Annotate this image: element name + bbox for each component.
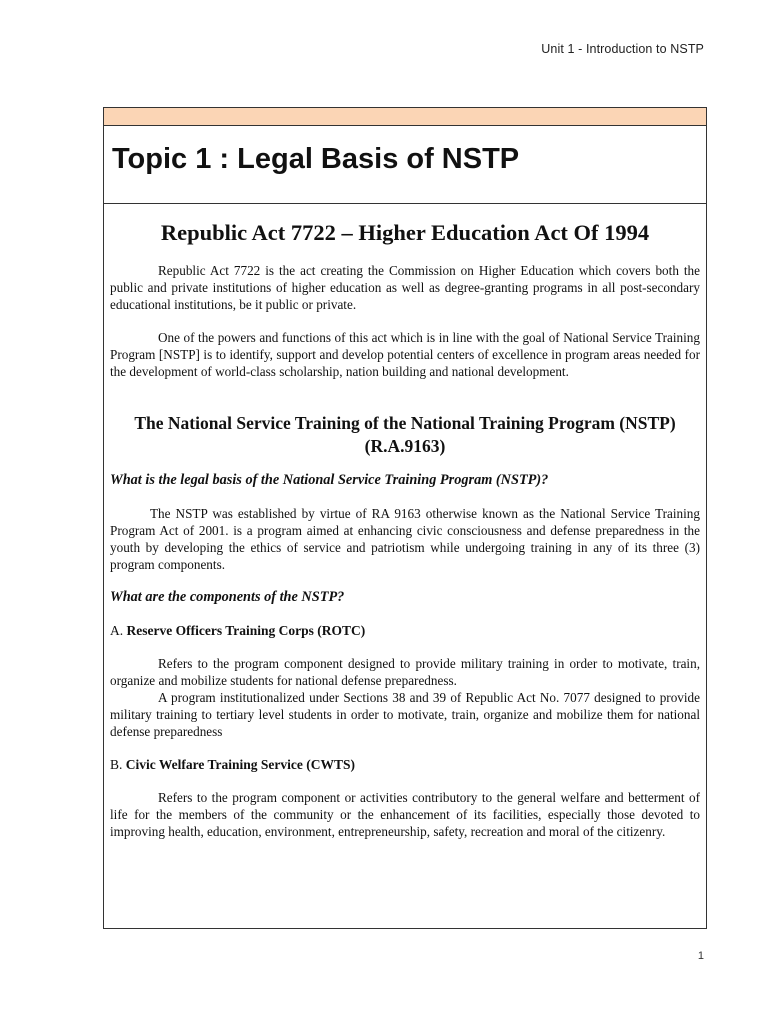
topic-title: Topic 1 : Legal Basis of NSTP [112, 143, 520, 175]
component-name: Reserve Officers Training Corps (ROTC) [126, 623, 366, 638]
component-heading-cwts [110, 756, 700, 773]
rotc-paragraph-2: A program institutionalized under Sections 38 and 39 of Republic Act No. 7077 designed to provide military training to tertiary level students in order to motivate, train, organize and mobilize them for national defense preparedness [110, 690, 700, 739]
component-letter: B. [110, 757, 123, 772]
ra7722-paragraph-1: Republic Act 7722 is the act creating the Commission on Higher Education which covers both the public and private institutions of higher education as well as degree-granting programs in all post-secondary educational institutions, be it public or private. [110, 263, 700, 312]
answer-legal-basis: The NSTP was established by virtue of RA 9163 otherwise known as the National Service Training Program Act of 2001. is a program aimed at enhancing civic consciousness and defense preparedness in the youth by developing the ethics of service and patriotism while undergoing training in any of its three (3) program components. [110, 506, 700, 572]
page-number: 1 [697, 950, 704, 962]
rotc-paragraph-1: Refers to the program component designed to provide military training in order to motivate, train, organize and mobilize students for national defense preparedness. [110, 656, 700, 688]
section-title-nstp: The National Service Training of the National Training Program (NSTP) (R.A.9163) [134, 413, 676, 456]
ra7722-paragraph-2: One of the powers and functions of this act which is in line with the goal of National Service Training Program [NSTP] is to identify, support and develop potential centers of excellence in program areas needed for the development of world-class scholarship, nation building and national development. [110, 330, 700, 379]
component-heading-rotc [110, 622, 700, 639]
question-components: What are the components of the NSTP? [110, 589, 345, 605]
orange-header-bar [104, 108, 706, 126]
main-content [104, 220, 706, 840]
topic-row [104, 126, 706, 204]
cwts-paragraph-1: Refers to the program component or activities contributory to the general welfare and betterment of life for the members of the community or the enhancement of its facilities, especially those devoted to improving health, education, environment, entrepreneurship, safety, recreation and moral of the citizenry. [110, 790, 700, 839]
component-letter: A. [110, 623, 124, 638]
component-name: Civic Welfare Training Service (CWTS) [125, 757, 355, 772]
content-frame [103, 107, 707, 929]
section-title-ra7722: Republic Act 7722 – Higher Education Act Of 1994 [160, 220, 650, 245]
running-header: Unit 1 - Introduction to NSTP [541, 42, 704, 56]
question-legal-basis: What is the legal basis of the National Service Training Program (NSTP)? [110, 472, 549, 488]
